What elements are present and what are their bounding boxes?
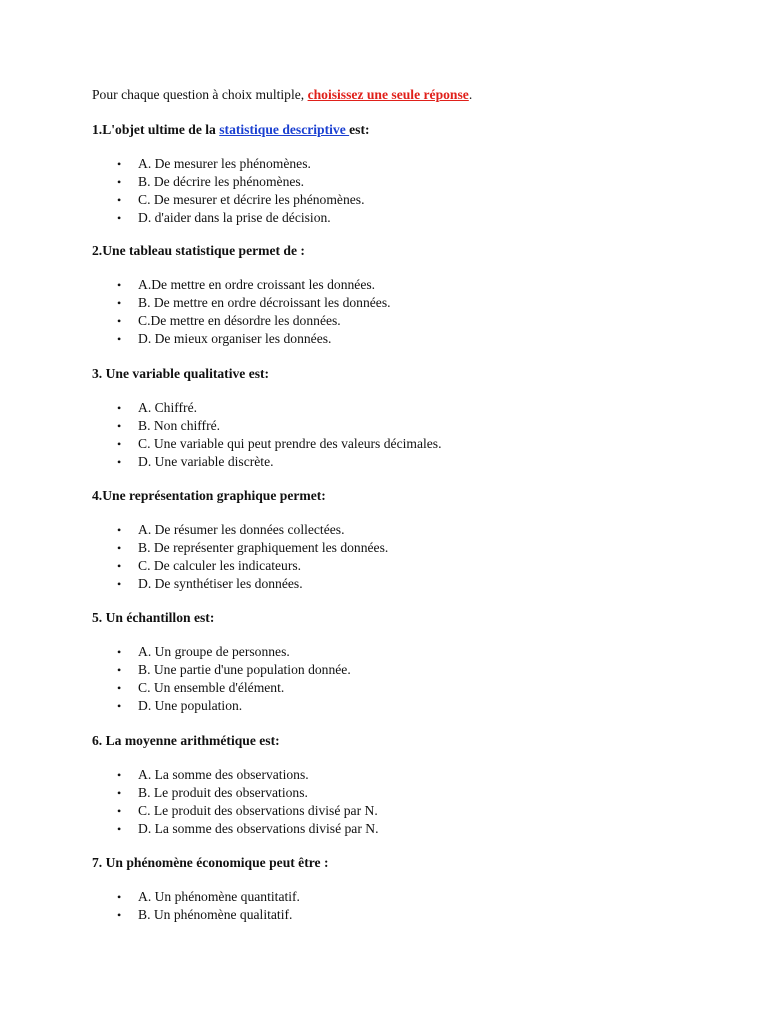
option-b — [92, 784, 379, 802]
question-2 — [92, 242, 391, 348]
option-d — [92, 697, 351, 715]
question-4 — [92, 487, 388, 593]
option-b — [92, 661, 351, 679]
option-c — [92, 679, 351, 697]
bullet-icon: • — [117, 908, 122, 922]
question-title-post: est: — [349, 122, 370, 137]
options-list — [92, 521, 388, 593]
bullet-icon: • — [117, 890, 122, 904]
option-text: B. Une partie d'une population donnée. — [138, 662, 351, 677]
option-b — [92, 417, 441, 435]
bullet-icon: • — [117, 804, 122, 818]
bullet-icon: • — [117, 278, 122, 292]
bullet-icon: • — [117, 699, 122, 713]
option-d — [92, 820, 379, 838]
option-b — [92, 539, 388, 557]
option-text: B. De mettre en ordre décroissant les données. — [138, 295, 391, 310]
option-text: B. De décrire les phénomènes. — [138, 174, 305, 189]
bullet-icon: • — [117, 314, 122, 328]
question-title: 3. Une variable qualitative est: — [92, 366, 270, 381]
option-text: D. La somme des observations divisé par N. — [138, 821, 379, 836]
question-1 — [92, 121, 370, 227]
option-text: B. Un phénomène qualitatif. — [138, 907, 293, 922]
bullet-icon: • — [117, 401, 122, 415]
option-text: C.De mettre en désordre les données. — [138, 313, 341, 328]
bullet-icon: • — [117, 577, 122, 591]
option-text: B. Non chiffré. — [138, 418, 221, 433]
options-list — [92, 399, 441, 471]
question-title-pre: 1.L'objet ultime de la — [92, 122, 220, 137]
bullet-icon: • — [117, 663, 122, 677]
option-b — [92, 173, 370, 191]
option-text: C. De calculer les indicateurs. — [138, 558, 302, 573]
bullet-icon: • — [117, 786, 122, 800]
question-3 — [92, 365, 441, 471]
option-d — [92, 330, 391, 348]
options-list — [92, 155, 370, 227]
option-text: C. Le produit des observations divisé par N. — [138, 803, 378, 818]
instructions-text: Pour chaque question à choix multiple, — [92, 87, 308, 102]
option-a — [92, 766, 379, 784]
question-title: 7. Un phénomène économique peut être : — [92, 855, 329, 870]
option-d — [92, 575, 388, 593]
option-text: D. d'aider dans la prise de décision. — [138, 210, 331, 225]
option-text: A. La somme des observations. — [138, 767, 309, 782]
option-a — [92, 643, 351, 661]
bullet-icon: • — [117, 296, 122, 310]
options-list — [92, 888, 329, 924]
option-text: D. De synthétiser les données. — [138, 576, 303, 591]
question-title: 2.Une tableau statistique permet de : — [92, 243, 305, 258]
instructions — [92, 86, 472, 104]
bullet-icon: • — [117, 559, 122, 573]
question-5 — [92, 609, 351, 715]
bullet-icon: • — [117, 211, 122, 225]
option-b — [92, 906, 329, 924]
option-text: D. De mieux organiser les données. — [138, 331, 332, 346]
option-text: A. Un phénomène quantitatif. — [138, 889, 300, 904]
option-d — [92, 453, 441, 471]
bullet-icon: • — [117, 419, 122, 433]
bullet-icon: • — [117, 175, 122, 189]
option-a — [92, 399, 441, 417]
option-d — [92, 209, 370, 227]
options-list — [92, 766, 379, 838]
option-text: B. Le produit des observations. — [138, 785, 308, 800]
option-text: A. De résumer les données collectées. — [138, 522, 345, 537]
question-title: 6. La moyenne arithmétique est: — [92, 733, 280, 748]
option-text: A. Un groupe de personnes. — [138, 644, 290, 659]
options-list — [92, 276, 391, 348]
option-text: C. Une variable qui peut prendre des valeurs décimales. — [138, 436, 442, 451]
question-6 — [92, 732, 379, 838]
question-title: 5. Un échantillon est: — [92, 610, 215, 625]
question-title — [92, 121, 370, 139]
option-text: C. De mesurer et décrire les phénomènes. — [138, 192, 365, 207]
option-c — [92, 802, 379, 820]
bullet-icon: • — [117, 332, 122, 346]
option-text: D. Une population. — [138, 698, 243, 713]
statistique-descriptive-link[interactable]: statistique descriptive — [219, 122, 350, 137]
question-7 — [92, 854, 329, 924]
bullet-icon: • — [117, 193, 122, 207]
bullet-icon: • — [117, 768, 122, 782]
option-c — [92, 435, 441, 453]
bullet-icon: • — [117, 523, 122, 537]
option-c — [92, 312, 391, 330]
option-a — [92, 888, 329, 906]
instructions-emphasis: choisissez une seule réponse — [307, 87, 469, 102]
option-text: D. Une variable discrète. — [138, 454, 274, 469]
option-c — [92, 191, 370, 209]
option-a — [92, 155, 370, 173]
option-text: C. Un ensemble d'élément. — [138, 680, 285, 695]
option-c — [92, 557, 388, 575]
option-text: A. De mesurer les phénomènes. — [138, 156, 311, 171]
option-b — [92, 294, 391, 312]
bullet-icon: • — [117, 541, 122, 555]
question-title: 4.Une représentation graphique permet: — [92, 488, 326, 503]
options-list — [92, 643, 351, 715]
option-text: A.De mettre en ordre croissant les données. — [138, 277, 376, 292]
bullet-icon: • — [117, 455, 122, 469]
option-a — [92, 521, 388, 539]
bullet-icon: • — [117, 645, 122, 659]
instructions-end: . — [468, 87, 473, 102]
bullet-icon: • — [117, 681, 122, 695]
bullet-icon: • — [117, 157, 122, 171]
option-text: B. De représenter graphiquement les données. — [138, 540, 389, 555]
bullet-icon: • — [117, 437, 122, 451]
bullet-icon: • — [117, 822, 122, 836]
option-text: A. Chiffré. — [138, 400, 198, 415]
option-a — [92, 276, 391, 294]
